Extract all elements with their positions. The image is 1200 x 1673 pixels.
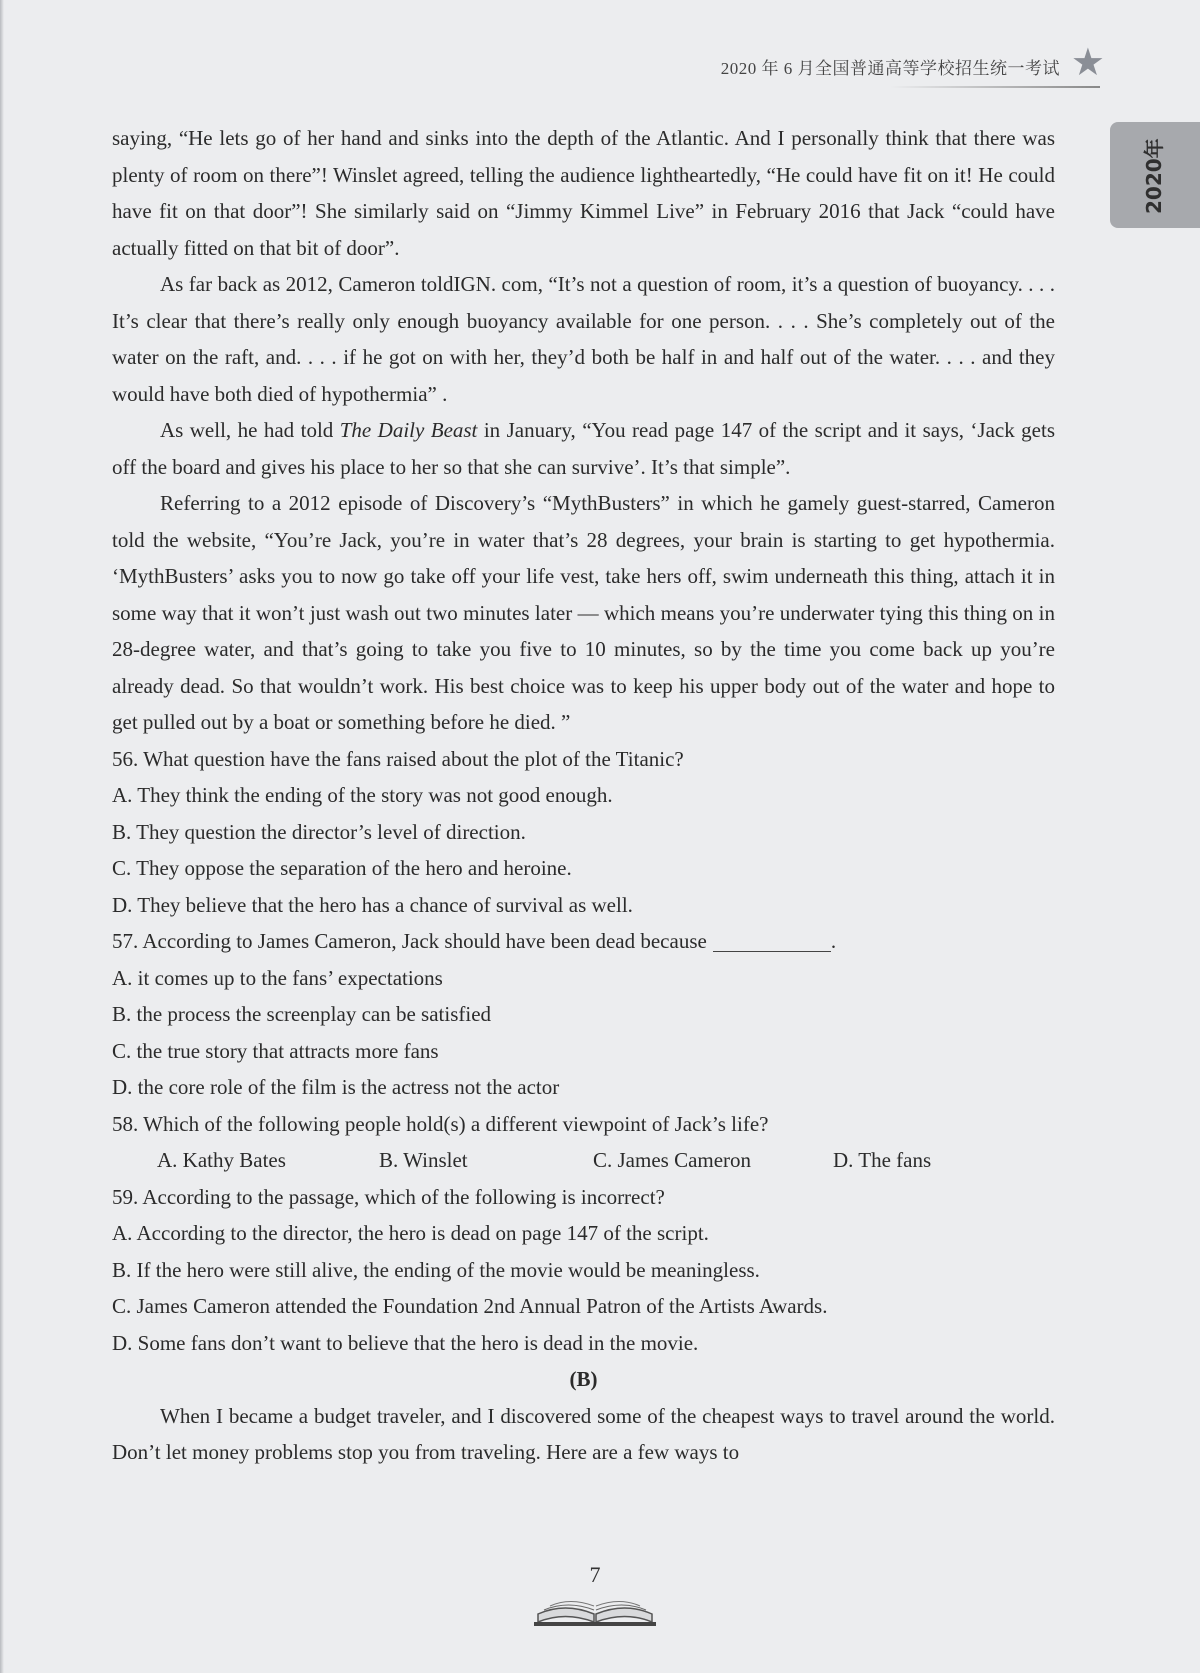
question-57-option-a: A. it comes up to the fans’ expectations bbox=[112, 965, 443, 990]
question-59-option-d: D. Some fans don’t want to believe that the hero is dead in the movie. bbox=[112, 1330, 699, 1355]
question-57-end: . bbox=[830, 929, 837, 953]
header-title: 2020 年 6 月全国普通高等学校招生统一考试 bbox=[720, 59, 1060, 78]
question-56-option-a: A. They think the ending of the story was not good enough. bbox=[112, 783, 613, 807]
question-59-option-a: A. According to the director, the hero is dead on page 147 of the script. bbox=[112, 1221, 709, 1245]
text-run: in January, “You read page 147 of the script and it says, ‘Jack gets off the board and gives his place to her so that she can survive’. It’s that simple”. bbox=[112, 418, 1055, 479]
question-58-option-a: A. Kathy Bates bbox=[157, 1148, 286, 1172]
question-56-option-c: C. They oppose the separation of the hero and heroine. bbox=[112, 856, 572, 880]
question-59-option-c: C. James Cameron attended the Foundation 2nd Annual Patron of the Artists Awards. bbox=[112, 1294, 828, 1318]
page-number: 7 bbox=[589, 1562, 601, 1587]
question-56-stem: 56. What question have the fans raised about the plot of the Titanic? bbox=[112, 746, 684, 771]
question-58-option-d: D. The fans bbox=[833, 1148, 932, 1172]
question-56-option-b: B. They question the director’s level of direction. bbox=[112, 819, 526, 844]
question-59-option-b: B. If the hero were still alive, the ending of the movie would be meaningless. bbox=[112, 1257, 760, 1282]
question-58-stem: 58. Which of the following people hold(s) a different viewpoint of Jack’s life? bbox=[112, 1111, 769, 1136]
star-icon: ★ bbox=[1070, 42, 1105, 84]
question-58-option-b: B. Winslet bbox=[379, 1148, 468, 1172]
header-rule bbox=[890, 86, 1100, 88]
publication-title: The Daily Beast bbox=[339, 418, 478, 442]
passage-paragraph: As far back as 2012, Cameron toldIGN. com, “It’s not a question of room, it’s a question of buoyancy. . . . It’s clear that there’s really only enough buoyancy available for one person. . . . She’s completely out of the water on the raft, and. . . . if he got on with her, they’d both be half in and half out of the water. . . . and they would have both died of hypothermia” . bbox=[112, 272, 1055, 406]
year-side-tab-label: 2020年 bbox=[1142, 138, 1166, 214]
question-57-option-d: D. the core role of the film is the actress not the actor bbox=[112, 1075, 560, 1099]
answer-blank bbox=[713, 927, 831, 952]
question-58-option-c: C. James Cameron bbox=[593, 1148, 752, 1172]
question-59-stem: 59. According to the passage, which of the following is incorrect? bbox=[112, 1184, 665, 1209]
page-footer bbox=[530, 1562, 660, 1632]
question-57-text: 57. According to James Cameron, Jack should have been dead because bbox=[112, 929, 707, 953]
question-58-options bbox=[157, 1142, 1055, 1179]
text-run: As well, he had told bbox=[160, 418, 340, 442]
page-edge-shadow bbox=[0, 0, 4, 1673]
question-56-option-d: D. They believe that the hero has a chance of survival as well. bbox=[112, 892, 633, 917]
question-57-option-b: B. the process the screenplay can be satisfied bbox=[112, 1002, 492, 1026]
section-b-heading: (B) bbox=[569, 1367, 598, 1391]
passage-paragraph bbox=[112, 412, 1055, 485]
year-side-tab bbox=[1110, 122, 1200, 228]
question-57-stem bbox=[112, 923, 1055, 960]
section-b-intro: When I became a budget traveler, and I discovered some of the cheapest ways to travel around the world. Don’t let money problems stop you from traveling. Here are a few ways to bbox=[112, 1403, 1055, 1464]
passage-paragraph: Referring to a 2012 episode of Discovery’s “MythBusters” in which he gamely guest-starred, Cameron told the website, “You’re Jack, you’re in water that’s 28 degrees, your brain is starting to get hypothermia. ‘MythBusters’ asks you to now go take off your life vest, take hers off, swim underneath this thing, attach it in some way that it won’t just wash out two minutes later — which means you’re underwater tying this thing on in 28-degree water, and that’s going to take you five to 10 minutes, so by the time you come back up you’re already dead. So that wouldn’t work. His best choice was to keep his upper body out of the water and hope to get pulled out by a boat or something before he died. ” bbox=[112, 491, 1055, 734]
passage-content bbox=[112, 120, 1055, 1471]
passage-paragraph: saying, “He lets go of her hand and sinks into the depth of the Atlantic. And I personally think that there was plenty of room on there”! Winslet agreed, telling the audience lightheartedly, “He could have fit on it! He could have fit on that door”! She similarly said on “Jimmy Kimmel Live” in February 2016 that Jack “could have actually fitted on that bit of door”. bbox=[112, 126, 1055, 260]
question-57-option-c: C. the true story that attracts more fans bbox=[112, 1038, 439, 1063]
open-book-icon bbox=[530, 1584, 660, 1628]
